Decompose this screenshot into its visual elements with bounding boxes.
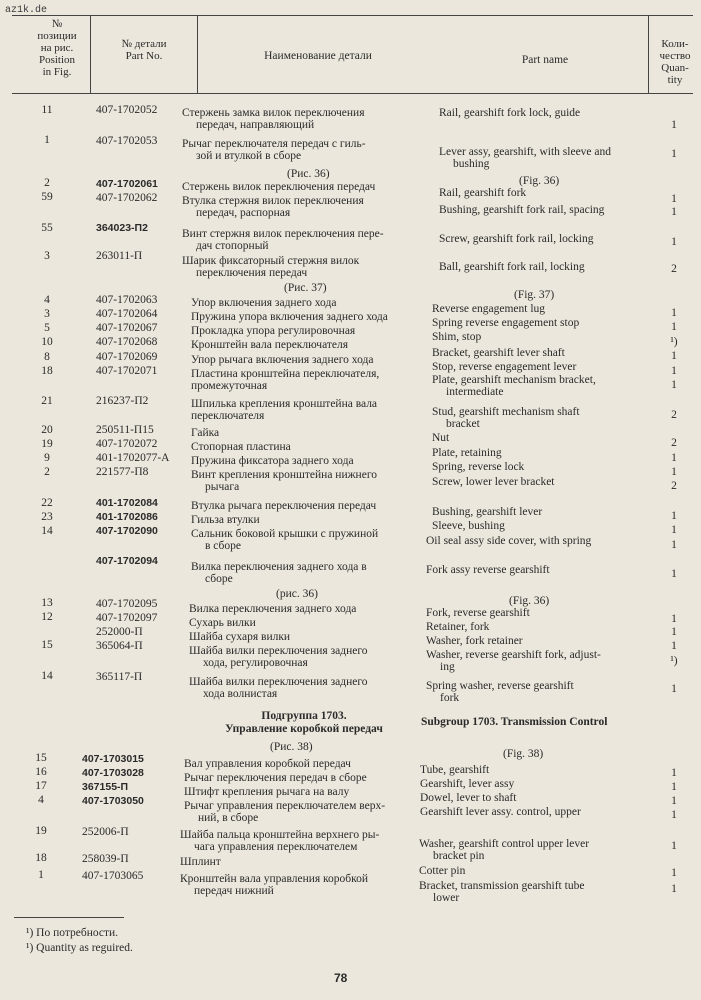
row-name-en: Stud, gearshift mechanism shaft bracket [432, 406, 580, 430]
row-name-ru: Стержень вилок переключения передач [182, 181, 376, 193]
row-name-ru: Шарик фиксаторный стержня вилок переключения передач [182, 255, 360, 279]
header-part-no: № детали Part No. [121, 38, 167, 62]
row-position: 10 [41, 336, 53, 348]
row-part-no: 407-1702063 [96, 294, 158, 306]
row-part-no: 263011-П [96, 250, 143, 262]
row-position: 18 [35, 852, 47, 864]
row-part-no: 252006-П [82, 826, 129, 838]
subgroup-title-ru: Подгруппа 1703. Управление коробкой передач [225, 710, 383, 735]
row-position: 19 [35, 825, 47, 837]
row-position: 59 [41, 191, 53, 203]
row-quantity: 1 [671, 883, 677, 895]
row-position: 18 [41, 365, 53, 377]
row-part-no: 407-1702064 [96, 308, 158, 320]
row-quantity: 1 [671, 781, 677, 793]
row-name-ru: Рычаг переключения передач в сборе [184, 772, 367, 784]
row-quantity: ¹) [670, 655, 678, 667]
figure-ref-en: (Fig. 36) [519, 175, 560, 187]
row-part-no: 250511-П15 [96, 424, 154, 436]
row-name-en: Dowel, lever to shaft [420, 792, 517, 804]
row-quantity: 1 [671, 640, 677, 652]
row-name-ru: Шплинт [180, 856, 221, 868]
row-name-ru: Шпилька крепления кронштейна вала переключателя [191, 398, 378, 422]
row-part-no: 407-1702072 [96, 438, 158, 450]
row-name-en: Ball, gearshift fork rail, locking [439, 261, 585, 273]
row-part-no: 407-1702095 [96, 598, 158, 610]
row-name-ru: Шайба вилки переключения заднего хода, регулировочная [189, 645, 368, 669]
figure-ref-en: (Fig. 38) [503, 748, 544, 760]
footnote-en: ¹) Quantity as reguired. [26, 942, 133, 954]
row-quantity: 1 [671, 148, 677, 160]
figure-ref-en: (Fig. 37) [514, 289, 555, 301]
row-quantity: 1 [671, 452, 677, 464]
row-position: 55 [41, 222, 53, 234]
row-quantity: 1 [671, 307, 677, 319]
row-quantity: 1 [671, 466, 677, 478]
row-position: 12 [41, 611, 53, 623]
row-name-ru: Шайба вилки переключения заднего хода волнистая [189, 676, 368, 700]
row-part-no: 407-1702052 [96, 104, 158, 116]
row-name-en: Washer, reverse gearshift fork, adjust- ing [426, 649, 601, 673]
row-quantity: 1 [671, 379, 677, 391]
row-name-en: Sleeve, bushing [432, 520, 505, 532]
row-part-no: 216237-П2 [96, 395, 149, 407]
row-quantity: 1 [671, 568, 677, 580]
row-quantity: 1 [671, 119, 677, 131]
row-name-ru: Шайба сухаря вилки [189, 631, 291, 643]
row-name-en: Plate, retaining [432, 447, 502, 459]
row-position: 22 [41, 497, 53, 509]
row-position: 2 [44, 177, 50, 189]
row-name-en: Gearshift, lever assy [420, 778, 515, 790]
row-quantity: 1 [671, 236, 677, 248]
header-divider [90, 15, 91, 93]
row-name-en: Washer, gearshift control upper lever bracket pin [419, 838, 590, 862]
row-name-en: Cotter pin [419, 865, 466, 877]
row-position: 4 [38, 794, 44, 806]
header-divider [197, 15, 198, 93]
row-position: 8 [44, 351, 50, 363]
header-divider [648, 15, 649, 93]
row-part-no: 365117-П [96, 671, 143, 683]
row-name-ru: Пружина фиксатора заднего хода [191, 455, 354, 467]
row-position: 19 [41, 438, 53, 450]
row-part-no: 407-1703065 [82, 870, 144, 882]
row-name-ru: Сальник боковой крышки с пружиной в сборе [191, 528, 379, 552]
figure-ref-ru: (Рис. 37) [284, 282, 327, 294]
row-part-no: 401-1702077-А [96, 452, 170, 464]
row-name-ru: Винт крепления кронштейна нижнего рычага [191, 469, 377, 493]
row-name-ru: Упор включения заднего хода [191, 297, 337, 309]
row-quantity: 1 [671, 321, 677, 333]
row-part-no: 407-1703028 [82, 767, 144, 779]
row-part-no: 407-1702068 [96, 336, 158, 348]
row-position: 16 [35, 766, 47, 778]
row-quantity: 1 [671, 613, 677, 625]
row-name-ru: Стержень замка вилок переключения передач, направляющий [182, 107, 365, 131]
row-position: 1 [44, 134, 50, 146]
row-quantity: 2 [671, 263, 677, 275]
subgroup-title-en: Subgroup 1703. Transmission Control [421, 716, 608, 728]
row-position: 20 [41, 424, 53, 436]
row-name-en: Retainer, fork [426, 621, 490, 633]
row-quantity: 1 [671, 365, 677, 377]
row-part-no: 407-1703050 [82, 795, 144, 807]
row-name-ru: Пружина упора включения заднего хода [191, 311, 388, 323]
row-name-en: Bracket, gearshift lever shaft [432, 347, 565, 359]
row-part-no: 407-1702090 [96, 525, 158, 537]
row-quantity: 2 [671, 480, 677, 492]
figure-ref-ru: (рис. 36) [276, 588, 318, 600]
row-part-no: 364023-П2 [96, 222, 148, 234]
row-position: 21 [41, 395, 53, 407]
row-part-no: 407-1702069 [96, 351, 158, 363]
row-part-no: 407-1703015 [82, 753, 144, 765]
figure-ref-en: (Fig. 36) [509, 595, 550, 607]
row-name-ru: Вилка переключения заднего хода [189, 603, 357, 615]
row-name-en: Stop, reverse engagement lever [432, 361, 577, 373]
row-name-en: Spring, reverse lock [432, 461, 525, 473]
row-name-en: Fork assy reverse gearshift [426, 564, 550, 576]
header-name-en: Part name [521, 54, 569, 66]
row-quantity: 1 [671, 350, 677, 362]
row-position: 15 [41, 639, 53, 651]
row-quantity: 1 [671, 795, 677, 807]
row-name-en: Fork, reverse gearshift [426, 607, 530, 619]
row-part-no: 407-1702053 [96, 135, 158, 147]
row-name-en: Rail, gearshift fork lock, guide [439, 107, 581, 119]
figure-ref-ru: (Рис. 36) [287, 168, 330, 180]
row-name-ru: Стопорная пластина [191, 441, 291, 453]
row-name-en: Lever assy, gearshift, with sleeve and bushing [439, 146, 612, 170]
row-part-no: 252000-П [96, 626, 143, 638]
row-position: 14 [41, 670, 53, 682]
row-position: 1 [38, 869, 44, 881]
row-name-ru: Втулка стержня вилок переключения передач, распорная [182, 195, 364, 219]
row-position: 4 [44, 294, 50, 306]
row-position: 5 [44, 322, 50, 334]
row-quantity: ¹) [670, 336, 678, 348]
page-number: 78 [334, 971, 348, 985]
row-name-ru: Гайка [191, 427, 220, 439]
row-name-en: Reverse engagement lug [432, 303, 546, 315]
row-name-ru: Рычаг переключателя передач с гиль- зой и втулкой в сборе [182, 138, 366, 162]
row-name-en: Plate, gearshift mechanism bracket, intermediate [432, 374, 596, 398]
row-position: 3 [44, 308, 50, 320]
header-top-rule [12, 15, 693, 16]
row-name-en: Spring reverse engagement stop [432, 317, 580, 329]
row-position: 15 [35, 752, 47, 764]
row-name-en: Spring washer, reverse gearshift fork [426, 680, 574, 704]
row-name-ru: Гильза втулки [191, 514, 260, 526]
row-name-ru: Пластина кронштейна переключателя, промежуточная [191, 368, 380, 392]
row-name-ru: Кронштейн вала управления коробкой передач нижний [180, 873, 369, 897]
row-position: 11 [41, 104, 53, 116]
row-quantity: 1 [671, 524, 677, 536]
header-position: № позиции на рис. Position in Fig. [37, 18, 77, 78]
header-name-ru: Наименование детали [264, 50, 372, 62]
row-name-en: Shim, stop [432, 331, 482, 343]
row-name-en: Bracket, transmission gearshift tube lower [419, 880, 585, 904]
row-position: 3 [44, 250, 50, 262]
row-part-no: 221577-П8 [96, 466, 149, 478]
row-quantity: 1 [671, 193, 677, 205]
header-bottom-rule [12, 93, 693, 94]
row-name-ru: Прокладка упора регулировочная [191, 325, 356, 337]
row-position: 14 [41, 525, 53, 537]
row-quantity: 1 [671, 206, 677, 218]
row-name-en: Nut [432, 432, 450, 444]
row-name-en: Screw, lower lever bracket [432, 476, 555, 488]
row-quantity: 1 [671, 626, 677, 638]
row-quantity: 2 [671, 409, 677, 421]
row-name-en: Gearshift lever assy. control, upper [420, 806, 581, 818]
row-name-ru: Штифт крепления рычага на валу [184, 786, 350, 798]
row-part-no: 401-1702084 [96, 497, 158, 509]
row-name-en: Rail, gearshift fork [439, 187, 527, 199]
row-name-ru: Вал управления коробкой передач [184, 758, 351, 770]
row-quantity: 1 [671, 510, 677, 522]
row-position: 13 [41, 597, 53, 609]
row-part-no: 401-1702086 [96, 511, 158, 523]
row-part-no: 365064-П [96, 640, 143, 652]
row-quantity: 1 [671, 809, 677, 821]
header-quantity: Коли- чество Quan- tity [659, 38, 691, 86]
row-part-no: 367155-П [82, 781, 129, 793]
row-name-ru: Втулка рычага переключения передач [191, 500, 377, 512]
row-name-ru: Вилка переключения заднего хода в сборе [191, 561, 367, 585]
row-quantity: 1 [671, 840, 677, 852]
row-name-en: Screw, gearshift fork rail, locking [439, 233, 594, 245]
row-part-no: 407-1702062 [96, 192, 158, 204]
row-part-no: 407-1702061 [96, 178, 158, 190]
row-name-ru: Кронштейн вала переключателя [191, 339, 349, 351]
row-part-no: 407-1702094 [96, 555, 158, 567]
row-position: 23 [41, 511, 53, 523]
figure-ref-ru: (Рис. 38) [270, 741, 313, 753]
row-name-ru: Сухарь вилки [189, 617, 256, 629]
row-quantity: 1 [671, 867, 677, 879]
row-position: 2 [44, 466, 50, 478]
row-part-no: 407-1702067 [96, 322, 158, 334]
row-position: 9 [44, 452, 50, 464]
footnote-ru: ¹) По потребности. [26, 927, 119, 939]
row-name-ru: Рычаг управления переключателем верх- ний, в сборе [184, 800, 386, 824]
row-quantity: 1 [671, 767, 677, 779]
footnote-rule [14, 917, 124, 918]
row-name-en: Tube, gearshift [420, 764, 490, 776]
row-position: 17 [35, 780, 47, 792]
row-name-ru: Упор рычага включения заднего хода [191, 354, 374, 366]
site-watermark: az1k.de [5, 5, 48, 16]
row-part-no: 407-1702097 [96, 612, 158, 624]
row-part-no: 407-1702071 [96, 365, 158, 377]
row-quantity: 1 [671, 683, 677, 695]
row-quantity: 1 [671, 539, 677, 551]
row-name-ru: Винт стержня вилок переключения пере- дач стопорный [182, 228, 384, 252]
row-name-en: Oil seal assy side cover, with spring [426, 535, 592, 547]
row-quantity: 2 [671, 437, 677, 449]
row-name-ru: Шайба пальца кронштейна верхнего ры- чага управления переключателем [180, 829, 380, 853]
row-part-no: 258039-П [82, 853, 129, 865]
row-name-en: Bushing, gearshift lever [432, 506, 543, 518]
row-name-en: Washer, fork retainer [426, 635, 523, 647]
row-name-en: Bushing, gearshift fork rail, spacing [439, 204, 605, 216]
